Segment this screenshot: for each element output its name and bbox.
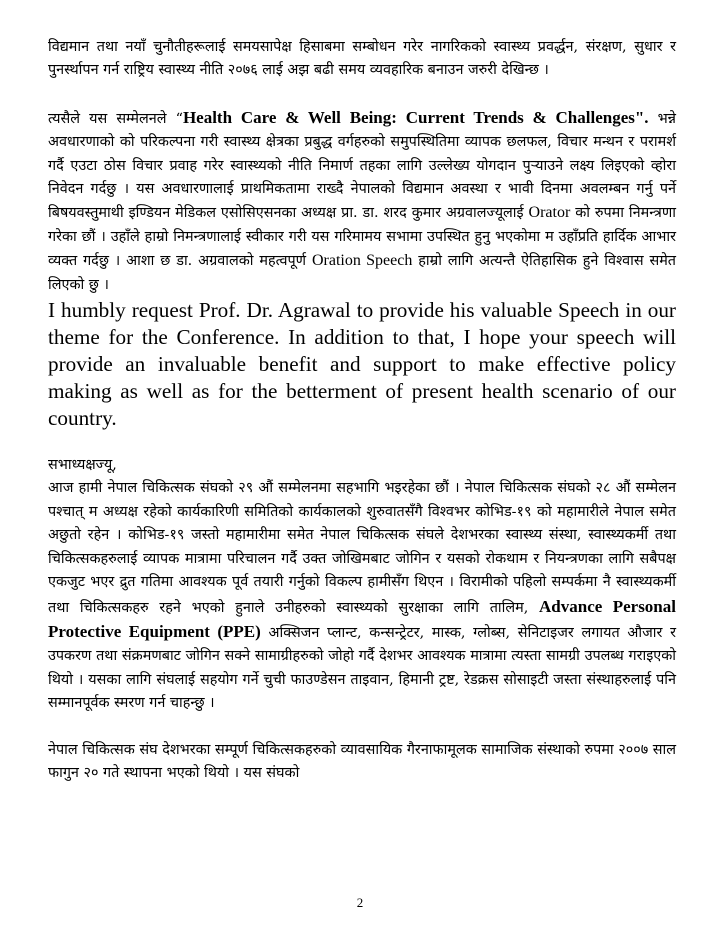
covid-body-text-2: अक्सिजन प्लान्ट, कन्सन्ट्रेटर, मास्क, ग्लोब्स, सेनिटाइजर लगायत औजार र उपकरण तथा संक्रमणबाट जोगिन सक्ने सामाग्रीहरुको जोहो गर्दै देशभर आवश्यक मात्रामा त्यस्ता सामग्री उपलब्ध गराइएको थियो । यसका लागि संघलाई सहयोग गर्ने चुची फाउण्डेसन ताइवान, हिमानी ट्रष्ट, रेडक्रस सोसाइटी जस्ता संस्थाहरुलाई पनि सम्मानपूर्वक स्मरण गर्न चाहन्छु ।	[48, 624, 676, 712]
document-page	[48, 36, 676, 785]
page-number: 2	[356, 895, 364, 910]
paragraph-spacer	[48, 716, 676, 739]
paragraph-spacer	[48, 83, 676, 106]
theme-intro-text: त्यसैले यस सम्मेलनले “	[48, 110, 183, 127]
theme-body-text: भन्ने अवधारणाको को परिकल्पना गरी स्वास्थ्य क्षेत्रका प्रबुद्ध वर्गहरुको समुपस्थितिमा व्यापक छलफल, विचार मन्थन र परामर्श गर्दै एउटा ठोस विचार प्रवाह गरेर स्वास्थ्यको नीति निमार्ण तहका लागि उल्लेख्य योगदान पुऱ्याउने लक्ष्य लिइएको व्होरा निवेदन गर्दछु । यस अवधारणालाई प्राथमिकतामा राख्दै नेपालको विद्यमान अवस्था र भावी दिनमा अवलम्बन गर्नु पर्ने बिषयवस्तुमाथी इण्डियन मेडिकल एसोसिएसनका अध्यक्ष प्रा. डा. शरद कुमार अग्रवालज्यूलाई	[48, 110, 676, 222]
paragraph-spacer	[48, 432, 676, 454]
paragraph-conference-theme	[48, 106, 676, 297]
salutation: सभाध्यक्षज्यू,	[48, 457, 117, 474]
conference-theme-title: Health Care & Well Being: Current Trends & Challenges".	[182, 107, 649, 127]
covid-body-text: आज हामी नेपाल चिकित्सक संघको २९ औं सम्मेलनमा सहभागि भइरहेका छौं । नेपाल चिकित्सक संघको २८ औं सम्मेलन पश्चात् म अध्यक्ष रहेको कार्यकारिणी समितिको कार्यकालको शुरुवातसँगै विश्वभर कोभिड-१९ को महामारीले नेपाल समेत अछुतो रहेन । कोभिड-१९ जस्तो महामारीमा समेत नेपाल चिकित्सक संघले देशभरका स्वास्थ्य संस्था, स्वास्थ्यकर्मी तथा चिकित्सकहरुलाई व्यापक मात्रामा परिचालन गर्दै उक्त जोखिमबाट जोगिन र यसको रोकथाम र नियन्त्रणका लागि सबैपक्ष एकजुट भएर द्रुत गतिमा आवश्यक पूर्व तयारी गर्नुको विकल्प हामीसँग थिएन । विरामीको पहिलो सम्पर्कमा नै स्वास्थ्यकर्मी तथा चिकित्सकहरु रहने भएको हुनाले उनीहरुको स्वास्थ्यको सुरक्षाका लागि तालिम,	[48, 480, 676, 616]
oration-speech-term: Oration Speech	[311, 252, 413, 270]
ppe-term: Advance Personal Protective Equipment (PPE)	[48, 596, 676, 641]
theme-body-text-3: हाम्रो लागि अत्यन्तै ऐतिहासिक हुने विश्वास समेत लिएको छु ।	[48, 253, 677, 293]
paragraph-association-history: नेपाल चिकित्सक संघ देशभरका सम्पूर्ण चिकित्सकहरुको व्यावसायिक गैरनाफामूलक सामाजिक संस्थाको रुपमा २००७ साल फागुन २० गते स्थापना भएको थियो । यस संघको	[48, 741, 676, 781]
theme-body-text-2: को रुपमा निमन्त्रणा गरेका छौं । उहाँले हाम्रो निमन्त्रणालाई स्वीकार गरी यस गरिमामय सभामा उपस्थित हुनु भएकोमा म उहाँप्रति हार्दिक आभार व्यक्त गर्दछु । आशा छ डा. अग्रवालको महत्वपूर्ण	[48, 205, 676, 270]
paragraph-health-policy: विद्यमान तथा नयाँ चुनौतीहरूलाई समयसापेक्ष हिसाबमा सम्बोधन गरेर नागरिकको स्वास्थ्य प्रवर्द्धन, संरक्षण, सुधार र पुनर्स्थापन गर्न राष्ट्रिय स्वास्थ्य नीति २०७६ लाई अझ बढी समय व्यवहारिक बनाउन जरुरी देखिन्छ ।	[48, 39, 676, 79]
english-request-paragraph: I humbly request Prof. Dr. Agrawal to provide his valuable Speech in our theme for the Conference. In addition to that, I hope your speech will provide an invaluable benefit and support to make effective policy making as well as for the betterment of present health scenario of our country.	[48, 298, 676, 431]
orator-term: Orator	[528, 204, 571, 222]
paragraph-covid-response	[48, 477, 676, 715]
